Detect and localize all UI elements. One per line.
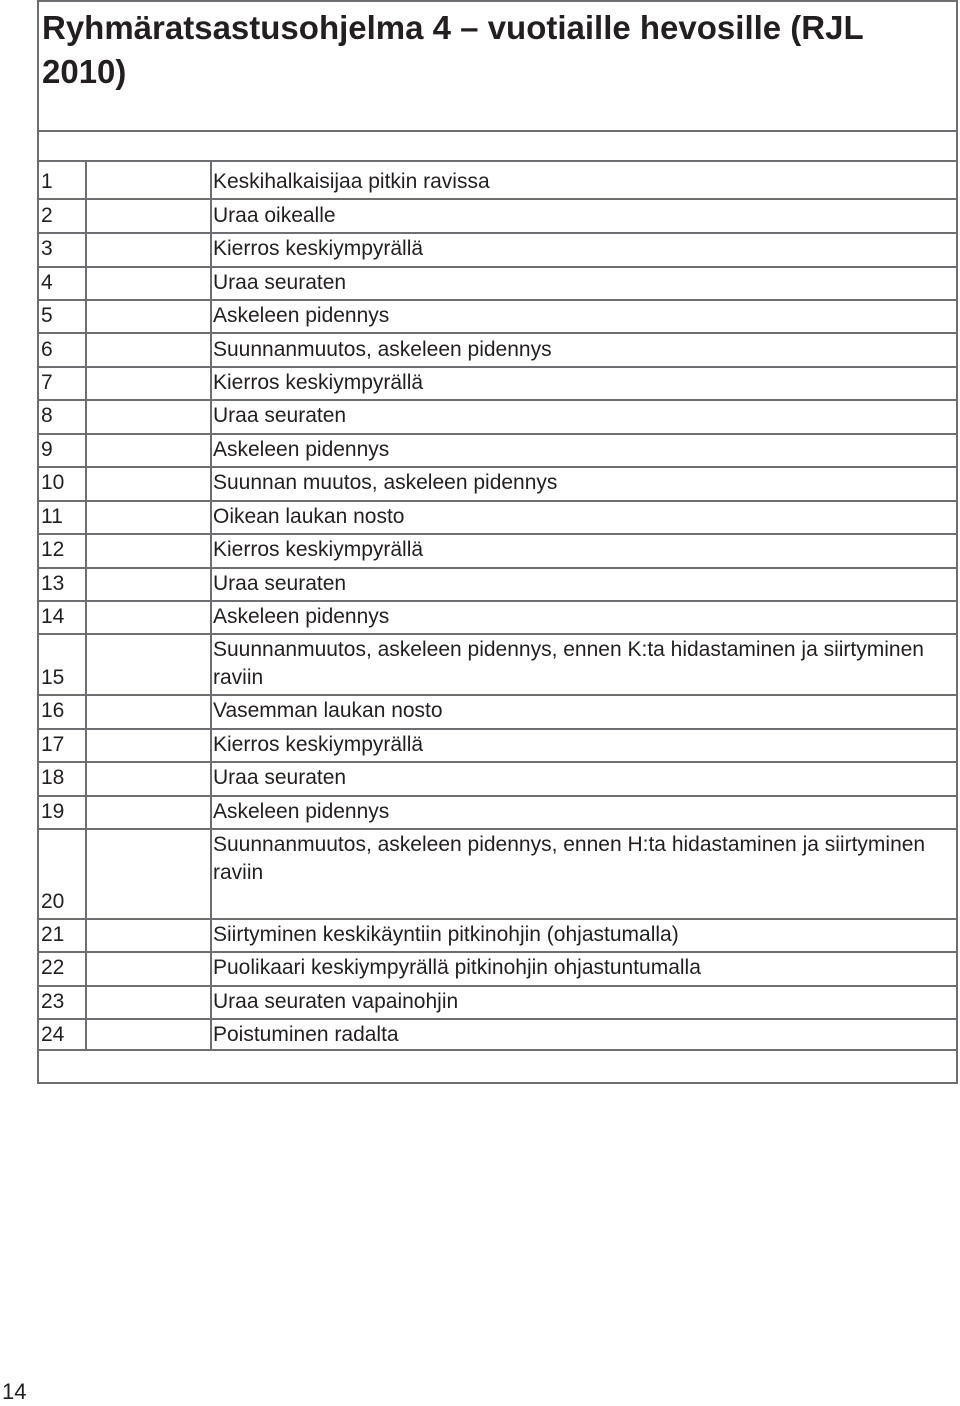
table-row xyxy=(39,334,956,366)
row-movement: Siirtyminen keskikäyntiin pitkinohjin (ohjastumalla) xyxy=(213,923,679,946)
row-movement: Poistuminen radalta xyxy=(213,1023,399,1046)
row-movement: Askeleen pidennys xyxy=(213,304,390,327)
row-number: 3 xyxy=(41,237,53,260)
row-movement: Askeleen pidennys xyxy=(213,605,390,628)
table-row xyxy=(39,602,956,633)
row-movement: Puolikaari keskiympyrällä pitkinohjin ohjastuntumalla xyxy=(213,956,701,979)
row-movement: Uraa seuraten xyxy=(213,572,347,595)
table-row xyxy=(39,401,956,433)
row-movement: Kierros keskiympyrällä xyxy=(213,237,424,260)
row-number: 4 xyxy=(41,271,53,294)
row-number: 21 xyxy=(41,923,65,946)
row-movement: Suunnanmuutos, askeleen pidennys xyxy=(213,338,552,361)
row-movement: Suunnanmuutos, askeleen pidennys, ennen H:ta hidastaminen ja siirtyminen raviin xyxy=(213,833,926,884)
table-row xyxy=(39,502,956,533)
row-number: 19 xyxy=(41,800,65,823)
table-row xyxy=(39,987,956,1018)
row-number: 17 xyxy=(41,733,65,756)
row-movement: Askeleen pidennys xyxy=(213,438,390,461)
table-row xyxy=(39,368,956,399)
row-number: 6 xyxy=(41,338,53,361)
row-movement: Oikean laukan nosto xyxy=(213,505,405,528)
row-number: 9 xyxy=(41,438,53,461)
table-row xyxy=(39,301,956,332)
row-number: 7 xyxy=(41,371,53,394)
table-row xyxy=(39,162,956,198)
table-row xyxy=(39,953,956,985)
row-number: 13 xyxy=(41,572,65,595)
table-row xyxy=(39,730,956,761)
row-number: 20 xyxy=(41,890,65,913)
row-number: 10 xyxy=(41,471,65,494)
row-number: 22 xyxy=(41,956,65,979)
row-movement: Suunnan muutos, askeleen pidennys xyxy=(213,471,558,494)
table-row xyxy=(39,535,956,567)
table-row xyxy=(39,435,956,466)
table-row xyxy=(39,200,956,232)
row-movement: Vasemman laukan nosto xyxy=(213,699,443,722)
row-number: 2 xyxy=(41,204,53,227)
row-number: 14 xyxy=(41,605,65,628)
table-row xyxy=(39,1020,956,1049)
program-sheet xyxy=(37,0,958,1084)
row-number: 15 xyxy=(41,666,65,689)
table-row xyxy=(39,920,956,951)
table-row xyxy=(39,468,956,500)
table-row xyxy=(39,797,956,828)
row-number: 12 xyxy=(41,538,65,561)
row-movement: Kierros keskiympyrällä xyxy=(213,733,424,756)
table-row xyxy=(39,830,956,918)
row-movement: Askeleen pidennys xyxy=(213,800,390,823)
table-row xyxy=(39,569,956,600)
row-movement: Uraa oikealle xyxy=(213,204,336,227)
document-title: Ryhmäratsastusohjelma 4 – vuotiaille hevosille (RJL 2010) xyxy=(42,9,864,90)
table-bottom-rule xyxy=(39,1049,956,1051)
table-row xyxy=(39,234,956,266)
row-number: 18 xyxy=(41,766,65,789)
page-number: 14 xyxy=(2,1379,27,1404)
table-row xyxy=(39,763,956,795)
table-row xyxy=(39,696,956,728)
row-number: 23 xyxy=(41,990,65,1013)
row-number: 5 xyxy=(41,304,53,327)
row-movement: Suunnanmuutos, askeleen pidennys, ennen K:ta hidastaminen ja siirtyminen raviin xyxy=(213,638,924,689)
row-number: 16 xyxy=(41,699,65,722)
row-movement: Kierros keskiympyrällä xyxy=(213,538,424,561)
table-row xyxy=(39,635,956,694)
row-movement: Keskihalkaisijaa pitkin ravissa xyxy=(213,170,490,193)
row-movement: Uraa seuraten xyxy=(213,766,347,789)
title-divider xyxy=(39,130,956,132)
row-number: 11 xyxy=(41,505,63,528)
row-movement: Uraa seuraten vapainohjin xyxy=(213,990,459,1013)
table-row xyxy=(39,268,956,299)
row-movement: Uraa seuraten xyxy=(213,404,347,427)
row-movement: Uraa seuraten xyxy=(213,271,347,294)
row-number: 1 xyxy=(41,170,53,193)
row-movement: Kierros keskiympyrällä xyxy=(213,371,424,394)
row-number: 8 xyxy=(41,404,53,427)
row-number: 24 xyxy=(41,1023,65,1046)
